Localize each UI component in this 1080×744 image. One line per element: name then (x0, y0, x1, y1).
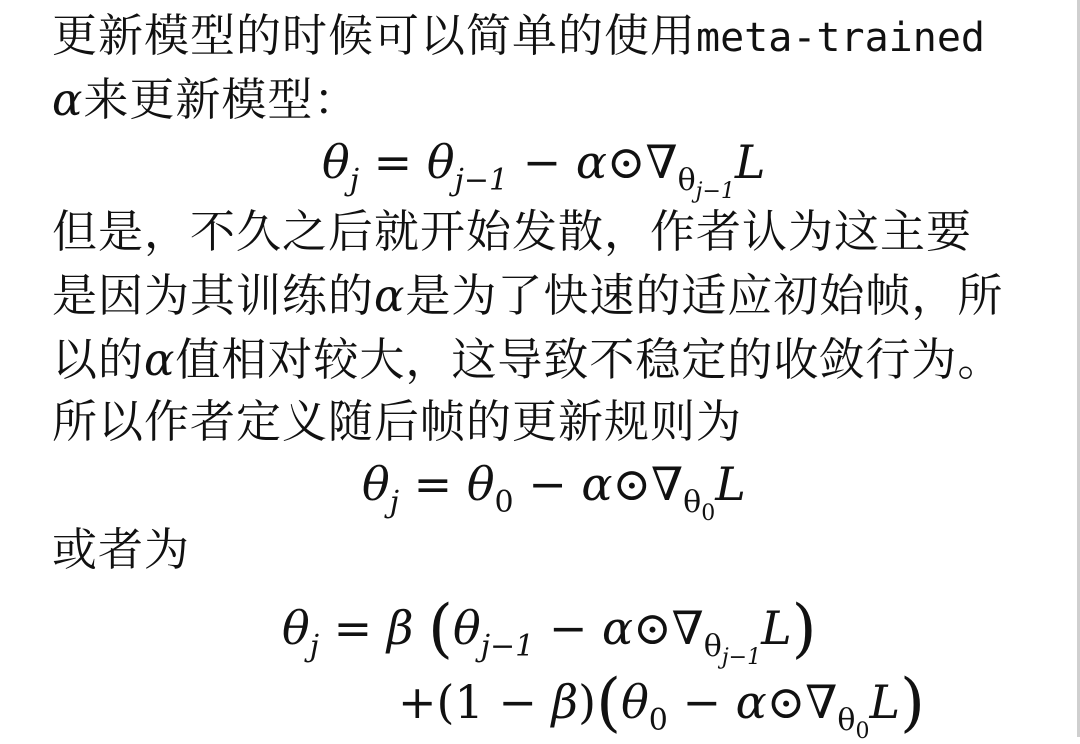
text-segment: 是为了快速的适应初始帧，所 (405, 269, 1004, 322)
text-segment: 所以作者定义随后帧的更新规则为 (52, 395, 743, 448)
subscript: j (389, 485, 400, 520)
theta-symbol: θ (282, 601, 310, 655)
minus-sign: − (513, 457, 582, 511)
theta-symbol: θ (426, 135, 455, 189)
nabla-symbol: ∇ (651, 457, 684, 511)
theta-symbol: θ (362, 457, 390, 511)
subscript: j (349, 163, 360, 198)
right-paren: ) (578, 675, 597, 729)
paragraph-line-4 (52, 266, 1003, 326)
loss-symbol: L (869, 675, 901, 729)
nabla-symbol: ∇ (805, 675, 838, 729)
theta-symbol: θ (322, 135, 350, 189)
text-segment: 更新模型的时候可以简单的使用 (52, 9, 697, 62)
alpha-symbol: α (575, 135, 607, 189)
nabla-symbol: ∇ (671, 601, 704, 655)
right-paren: ) (900, 666, 925, 740)
subscript: θ (837, 703, 856, 738)
text-segment: 值相对较大，这导致不稳定的收敛行为。 (175, 333, 1004, 386)
minus-sign: − (534, 601, 603, 655)
text-segment: 以的 (52, 333, 145, 386)
subscript: θ (677, 163, 696, 198)
paragraph-line-1 (52, 6, 985, 68)
theta-symbol: θ (621, 675, 649, 729)
minus-sign: − (508, 135, 576, 189)
hadamard-operator: ⊙ (612, 457, 652, 511)
alpha-symbol: α (735, 675, 767, 729)
left-paren: ( (428, 592, 453, 666)
left-paren: ( (596, 666, 622, 740)
text-segment: 来更新模型： (83, 73, 360, 126)
subscript: j−1 (721, 645, 762, 670)
loss-symbol: L (715, 457, 746, 511)
equals-sign: = (359, 135, 427, 189)
beta-symbol: β (386, 601, 414, 655)
subscript: 0 (855, 719, 870, 744)
theta-symbol: θ (466, 457, 495, 511)
hadamard-operator: ⊙ (633, 601, 672, 655)
alpha-symbol: α (581, 457, 613, 511)
equation-1 (322, 132, 766, 204)
text-segment: 或者为 (52, 523, 191, 576)
paragraph-line-5 (52, 330, 1003, 390)
text-segment: 但是，不久之后就开始发散，作者认为这主要 (52, 205, 973, 258)
text-segment: 是因为其训练的 (52, 269, 375, 322)
equation-3-line-2 (398, 666, 925, 744)
alpha-symbol: α (374, 269, 406, 322)
paragraph-line-6 (52, 392, 742, 452)
subscript: 0 (701, 501, 716, 526)
alpha-symbol: α (52, 73, 84, 126)
subscript: j−1 (695, 179, 735, 204)
theta-symbol: θ (453, 601, 481, 655)
beta-symbol: β (551, 675, 579, 729)
equation-2 (362, 454, 746, 526)
nabla-symbol: ∇ (645, 135, 678, 189)
hadamard-operator: ⊙ (606, 135, 646, 189)
loss-symbol: L (734, 135, 766, 189)
paragraph-line-2 (52, 70, 359, 130)
subscript: 0 (648, 703, 668, 738)
equation-3-line-1 (282, 592, 817, 670)
alpha-symbol: α (144, 333, 176, 386)
subscript: θ (683, 485, 702, 520)
plus-term: +(1 − (398, 675, 552, 729)
alpha-symbol: α (602, 601, 634, 655)
equals-sign: = (319, 601, 387, 655)
right-paren: ) (791, 592, 817, 666)
subscript: θ (703, 629, 722, 664)
minus-sign: − (667, 675, 736, 729)
subscript: j−1 (454, 163, 509, 198)
paragraph-line-3 (52, 202, 972, 262)
code-term: meta-trained (696, 15, 985, 61)
equals-sign: = (399, 457, 467, 511)
paragraph-line-7 (52, 520, 190, 580)
loss-symbol: L (761, 601, 792, 655)
subscript: j (309, 629, 320, 664)
hadamard-operator: ⊙ (766, 675, 806, 729)
subscript: 0 (494, 485, 514, 520)
subscript: j−1 (480, 629, 535, 664)
